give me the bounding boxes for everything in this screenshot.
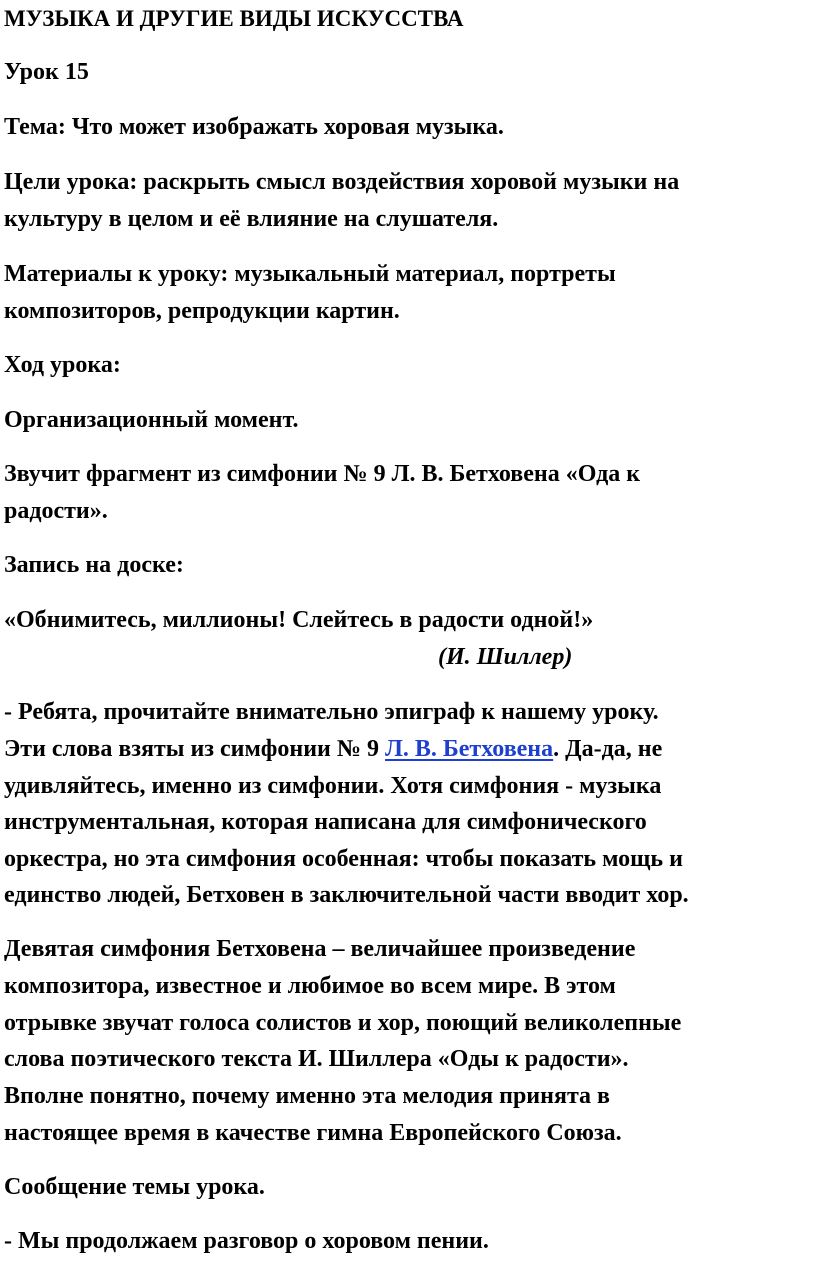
para1-line-2-end: . Да-да, не	[553, 736, 663, 762]
para1-line-6: единство людей, Бетховен в заключительной части вводит хор.	[4, 882, 689, 908]
document-title: МУЗЫКА И ДРУГИЕ ВИДЫ ИСКУССТВА	[4, 6, 464, 31]
lesson-materials-line-2: композиторов, репродукции картин.	[4, 298, 400, 324]
beethoven-link[interactable]: Л. В. Бетховена	[385, 736, 554, 762]
para1-line-1: - Ребята, прочитайте внимательно эпиграф к нашему уроку.	[4, 699, 659, 725]
para2-line-2: композитора, известное и любимое во всем мире. В этом	[4, 973, 616, 999]
lesson-materials-line-1: Материалы к уроку: музыкальный материал, портреты	[4, 261, 616, 287]
para1-line-2-start: Эти слова взяты из симфонии № 9	[4, 736, 385, 762]
lesson-goals-line-1: Цели урока: раскрыть смысл воздействия хоровой музыки на	[4, 169, 680, 195]
topic-message: Сообщение темы урока.	[4, 1174, 265, 1200]
fragment-line-2: радости».	[4, 498, 108, 524]
fragment-line-1: Звучит фрагмент из симфонии № 9 Л. В. Бетховена «Ода к	[4, 461, 641, 487]
lesson-number: Урок 15	[4, 59, 89, 85]
epigraph: «Обнимитесь, миллионы! Слейтесь в радости одной!»	[4, 607, 594, 633]
last-line: - Мы продолжаем разговор о хоровом пении.	[4, 1228, 489, 1254]
epigraph-author: (И. Шиллер)	[438, 644, 573, 670]
para2-line-1: Девятая симфония Бетховена – величайшее произведение	[4, 936, 636, 962]
para2-line-3: отрывке звучат голоса солистов и хор, поющий великолепные	[4, 1010, 682, 1036]
para2-line-5: Вполне понятно, почему именно эта мелодия принята в	[4, 1083, 610, 1109]
board-heading: Запись на доске:	[4, 552, 184, 578]
lesson-goals-line-2: культуру в целом и её влияние на слушателя.	[4, 206, 499, 232]
para2-line-4: слова поэтического текста И. Шиллера «Оды к радости».	[4, 1046, 629, 1072]
para1-line-4: инструментальная, которая написана для симфонического	[4, 809, 647, 835]
para1-line-5: оркестра, но эта симфония особенная: чтобы показать мощь и	[4, 846, 683, 872]
lesson-topic: Тема: Что может изображать хоровая музыка.	[4, 114, 504, 140]
para2-line-6: настоящее время в качестве гимна Европейского Союза.	[4, 1120, 622, 1146]
progress-heading: Ход урока:	[4, 352, 121, 378]
para1-line-2	[4, 735, 662, 763]
org-moment: Организационный момент.	[4, 407, 299, 433]
para1-line-3: удивляйтесь, именно из симфонии. Хотя симфония - музыка	[4, 773, 662, 799]
